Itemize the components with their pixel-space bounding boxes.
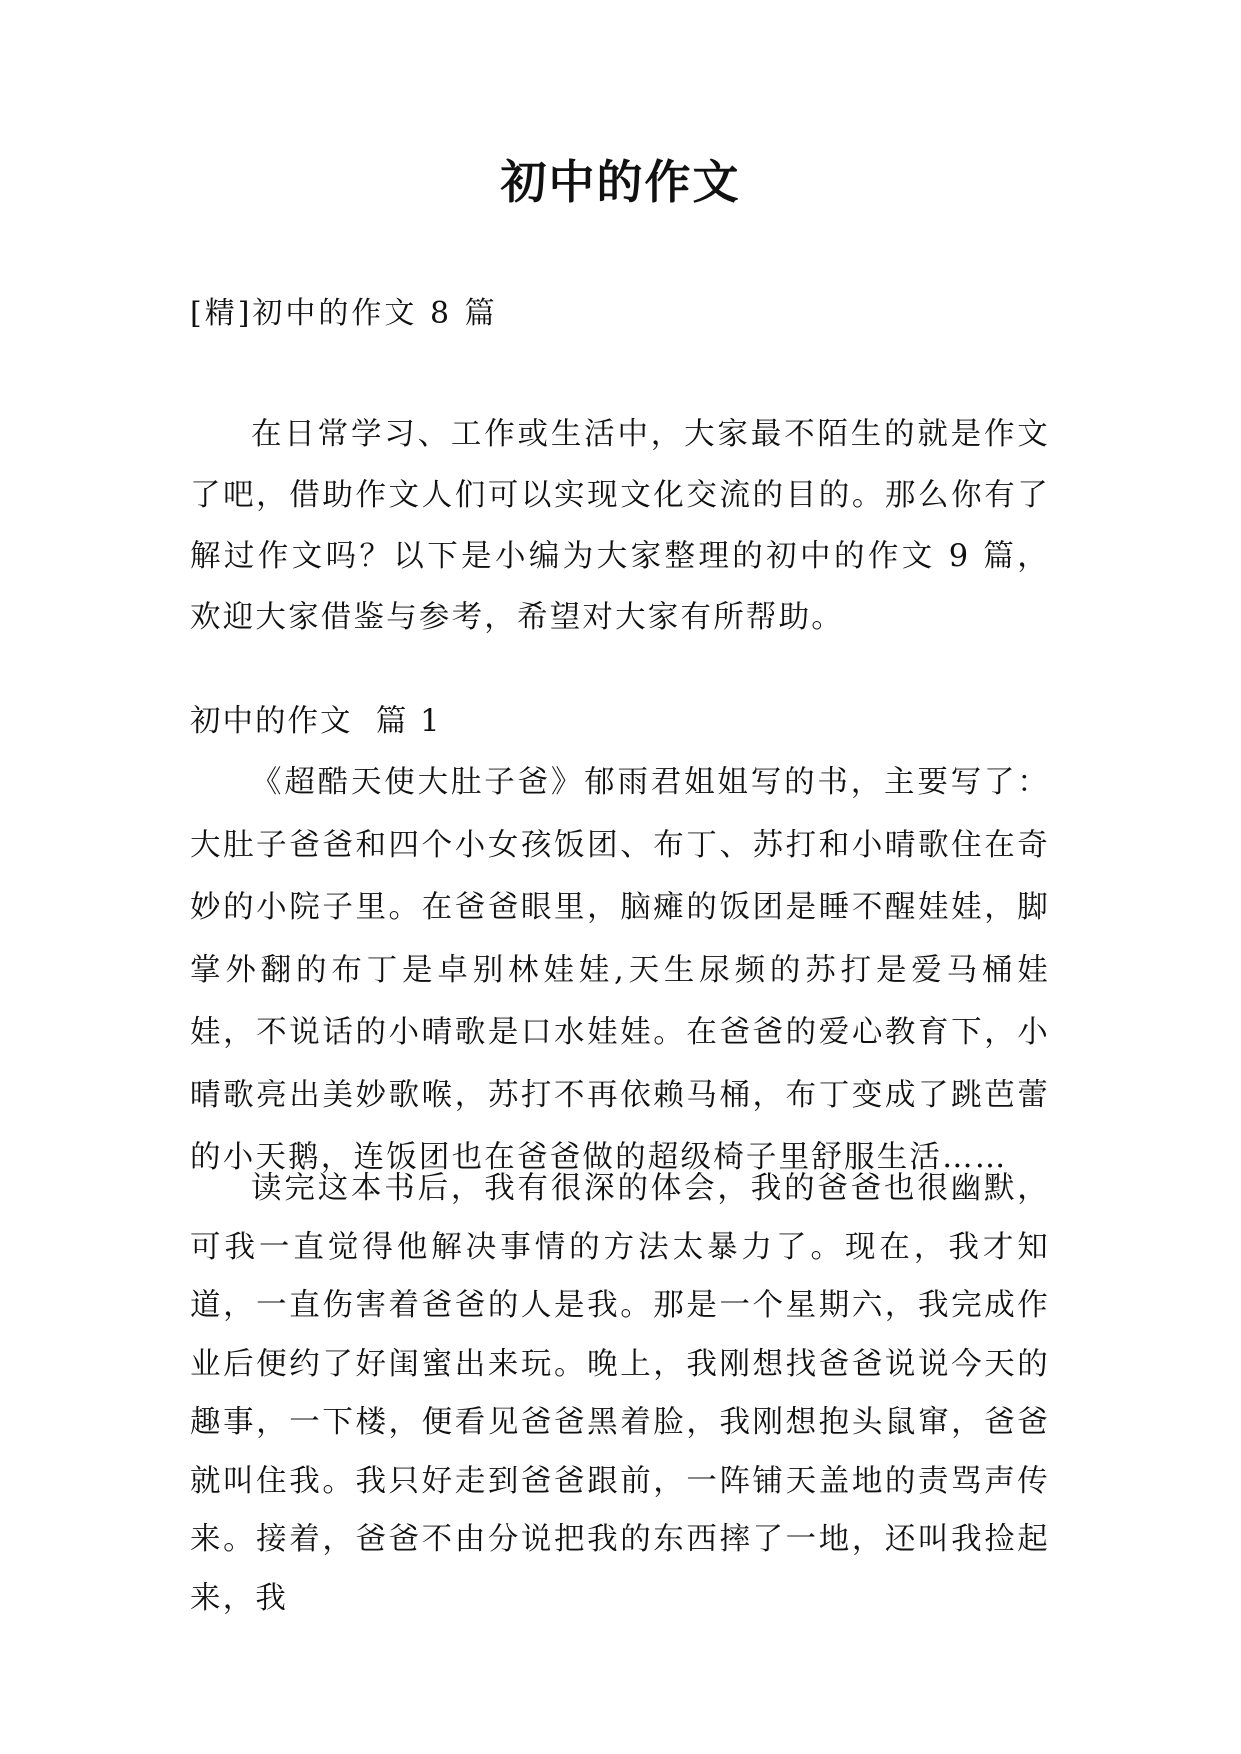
body-paragraph: 读完这本书后，我有很深的体会，我的爸爸也很幽默，可我一直觉得他解决事情的方法太暴力了。现在，我才知道，一直伤害着爸爸的人是我。那是一个星期六，我完成作业后便约了好闺蜜出来玩。晚上，我刚想找爸爸说说今天的趣事，一下楼，便看见爸爸黑着脸，我刚想抱头鼠窜，爸爸就叫住我。我只好走到爸爸跟前，一阵铺天盖地的责骂声传来。接着，爸爸不由分说把我的东西摔了一地，还叫我捡起来，我 [190,1171,1050,1616]
section-heading: 初中的作文 篇 1 [190,704,442,739]
body-paragraph: 《超酷天使大肚子爸》郁雨君姐姐写的书，主要写了：大肚子爸爸和四个小女孩饭团、布丁、苏打和小晴歌住在奇妙的小院子里。在爸爸眼里，脑瘫的饭团是睡不醒娃娃，脚掌外翻的布丁是卓别林娃娃,天生尿频的苏打是爱马桶娃娃，不说话的小晴歌是口水娃娃。在爸爸的爱心教育下，小晴歌亮出美妙歌喉，苏打不再依赖马桶，布丁变成了跳芭蕾的小天鹅，连饭团也在爸爸做的超级椅子里舒服生活…… [190,765,1050,1175]
intro-paragraph: 在日常学习、工作或生活中，大家最不陌生的就是作文了吧，借助作文人们可以实现文化交流的目的。那么你有了解过作文吗？以下是小编为大家整理的初中的作文 9 篇，欢迎大家借鉴与参考，希望对大家有所帮助。 [190,417,1050,635]
document-title: 初中的作文 [500,155,741,209]
document-subtitle: [精]初中的作文 8 篇 [190,296,498,331]
